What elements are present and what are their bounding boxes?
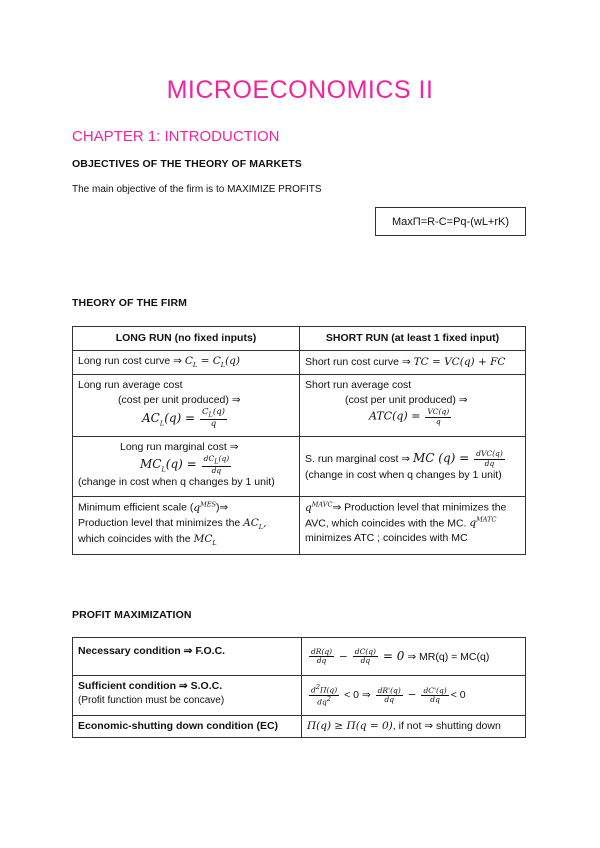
long-run-cost-cell — [73, 351, 300, 375]
long-run-cost-label: Long run cost curve ⇒ — [78, 355, 182, 368]
short-run-marginal-cell — [300, 437, 526, 497]
lr-avg-label: Long run average cost — [78, 379, 183, 391]
table-row — [73, 375, 526, 437]
short-run-cost-label: Short run cost curve ⇒ — [305, 355, 411, 368]
foc-tail: ⇒ MR(q) = MC(q) — [407, 650, 490, 663]
matc-desc: minimizes ATC ; coincides with MC — [305, 532, 468, 545]
min-avc-cell — [300, 497, 526, 555]
foc-label: Necessary condition ⇒ F.O.C. — [73, 638, 302, 676]
mavc-line: $q^{MAVC}\Rightarrow$ Production level that minimizes the — [305, 500, 507, 514]
sr-avg-eq: ATC(q) = $\frac{VC(q)}{q}$ — [369, 407, 450, 426]
page-title: MICROECONOMICS II — [166, 76, 434, 104]
ec-label: Economic-shutting down condition (EC) — [73, 716, 302, 738]
sr-mc-line: S. run marginal cost ⇒ MC (q) = $\frac{\text{dVC(q)}}{dq}$ — [305, 449, 503, 468]
mes-coincide: which coincides with the $MC_L$ — [78, 533, 217, 548]
objectives-heading: OBJECTIVES OF THE THEORY OF MARKETS — [72, 158, 302, 170]
table-row — [73, 638, 526, 676]
sr-avg-sub: (cost per unit produced) ⇒ — [345, 394, 468, 407]
sr-mc-label: S. run marginal cost ⇒ — [305, 452, 411, 465]
long-run-cost-eq: $C_L = C_L(q)$ — [184, 355, 240, 370]
profit-formula-box — [375, 207, 526, 236]
min-efficient-scale-cell — [73, 497, 300, 555]
firm-heading: THEORY OF THE FIRM — [72, 297, 187, 309]
firm-table — [72, 326, 526, 555]
table-row — [73, 351, 526, 375]
profit-table — [72, 637, 526, 738]
ec-tail: , if not ⇒ shutting down — [392, 720, 501, 732]
mes-line: Minimum efficient scale $(q^{MES})\Rightarrow$ — [78, 500, 229, 514]
sr-avg-label: Short run average cost — [305, 379, 412, 391]
table-row — [73, 497, 526, 555]
foc-cell: $\frac{dR(q)}{dq}$ − $\frac{dC(q)}{dq}$ = 0 ⇒ MR(q) = MC(q) — [302, 638, 526, 676]
profit-formula: MaxΠ=R-C=Pq-(wL+rK) — [391, 215, 510, 228]
mavc-coincide: AVC, which coincides with the MC. $q^{MATC}$ — [305, 515, 497, 530]
lr-avg-sub: (cost per unit produced) ⇒ — [118, 394, 241, 407]
table-row — [73, 716, 526, 738]
col-long-run: LONG RUN (no fixed inputs) — [73, 327, 300, 351]
table-row — [73, 327, 526, 351]
table-row — [73, 676, 526, 716]
chapter-heading: CHAPTER 1: INTRODUCTION — [72, 128, 280, 145]
soc-cell: $\frac{d^2\Pi(q)}{dq^2}$ < 0 ⇒ $\frac{dR'(q)}{dq}$ − $\frac{dC'(q)}{dq}$ < 0 — [302, 676, 526, 716]
table-row — [73, 437, 526, 497]
soc-note: (Profit function must be concave) — [78, 695, 225, 707]
ec-cell: Π(q) ≥ Π(q = 0), if not ⇒ shutting down — [302, 716, 526, 738]
lr-avg-eq: $AC_L(q)$ = $\frac{C_L(q)}{q}$ — [142, 407, 225, 430]
col-short-run: SHORT RUN (at least 1 fixed input) — [300, 327, 526, 351]
lr-mc-label: Long run marginal cost ⇒ — [120, 441, 239, 453]
long-run-marginal-cell — [73, 437, 300, 497]
short-run-cost-eq: TC = VC(q) + FC — [413, 355, 506, 368]
soc-cell-label — [73, 676, 302, 716]
objectives-text: The main objective of the firm is to MAXIMIZE PROFITS — [72, 184, 322, 195]
lr-mc-note: (change in cost when q changes by 1 unit) — [78, 476, 275, 489]
lr-mc-eq: $MC_L(q)$ = $\frac{dC_L(q)}{dq}$ — [140, 454, 230, 475]
soc-label: Sufficient condition ⇒ S.O.C. — [78, 680, 223, 692]
long-run-average-cell — [73, 375, 300, 437]
sr-mc-note: (change in cost when q changes by 1 unit) — [305, 468, 502, 481]
profit-heading: PROFIT MAXIMIZATION — [72, 609, 192, 621]
mes-desc: Production level that minimizes the $AC_L$, — [78, 516, 267, 531]
short-run-cost-cell — [300, 351, 526, 375]
short-run-average-cell — [300, 375, 526, 437]
